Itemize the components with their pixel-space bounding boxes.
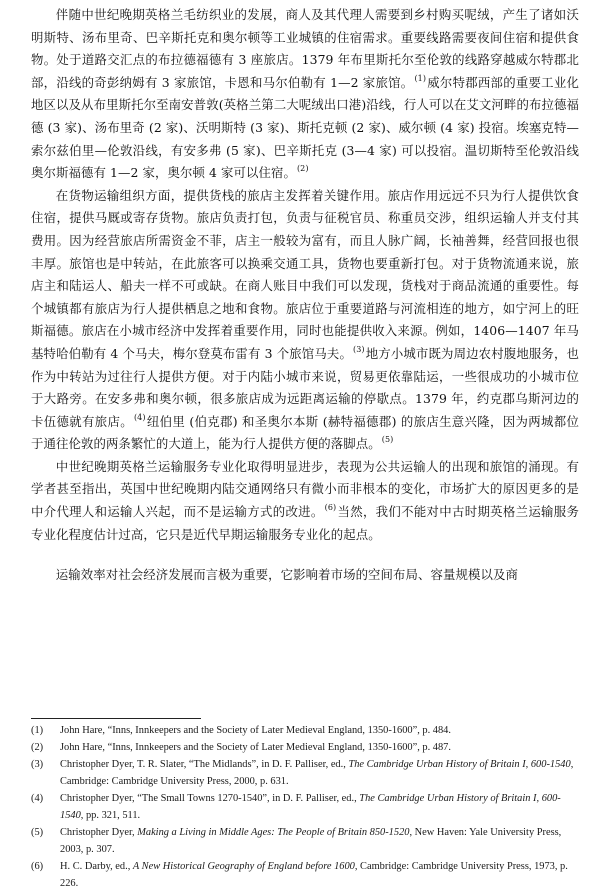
paragraph-text: 当然，我们不能对中古时期英格兰运输服务专业化程度估计过高，它只是近代早期运输服务专业化的起点。 <box>31 504 579 542</box>
footnote-number: (2) <box>31 742 44 753</box>
footnote-text: John Hare, “Inns, Innkeepers and the Society of Later Medieval England, 1350-1600”, p. 484. <box>60 725 451 736</box>
footnote <box>31 756 584 790</box>
footnote-text: , Cambridge: Cambridge University Press, 1973, p. 226. <box>60 861 568 889</box>
footnote-number: (6) <box>31 861 44 872</box>
main-text <box>31 4 579 587</box>
footnote-ref[interactable]: (2) <box>296 164 309 174</box>
footnote-ref[interactable]: (4) <box>133 412 146 422</box>
footnote-text: , New Haven: Yale University Press, 2003, p. 307. <box>60 827 562 855</box>
paragraph-text: 威尔特郡西部的重要工业化地区以及从布里斯托尔至南安普敦(英格兰第二大呢绒出口港)沿线，行人可以在艾文河畔的布拉德福德 (3 家)、汤布里奇 (2 家)、沃明斯特 (3 家)、斯托克顿 (2 家)、威尔顿 (4 家) 投宿。埃塞克特—索尔兹伯里—伦敦沿线，有安多弗 (5 家)、巴辛斯托克 (3—4 家) 可以投宿。温切斯特至伦敦沿线奥尔斯福德有 1—2 家，奥尔顿 4 家可以住宿。 <box>31 74 579 181</box>
footnote-ref[interactable]: (5) <box>381 435 394 445</box>
footnote-text: , pp. 321, 511. <box>80 810 141 821</box>
paragraph <box>31 564 579 587</box>
footnotes <box>31 722 584 892</box>
footnote-book-title: Making a Living in Middle Ages: The People of Britain 850-1520 <box>137 827 410 838</box>
footnote-book-title: A New Historical Geography of England before 1600 <box>132 861 355 872</box>
paragraph <box>31 4 579 185</box>
paragraph-text: 中世纪晚期英格兰运输服务专业化取得明显进步，表现为公共运输人的出现和旅馆的涌现。有学者甚至指出，英国中世纪晚期内陆交通网络只有微小而非根本的变化，市场扩大的原因更多的是中介代理人和运输人兴起，而不是运输方式的改进。 <box>31 458 579 520</box>
footnote <box>31 790 584 824</box>
footnote-text: John Hare, “Inns, Innkeepers and the Society of Later Medieval England, 1350-1600”, p. 487. <box>60 742 451 753</box>
footnote-text: Christopher Dyer, “The Small Towns 1270-1540”, in D. F. Palliser, ed., <box>60 793 360 804</box>
footnote-number: (3) <box>31 759 44 770</box>
footnote-text: , Cambridge: Cambridge University Press, 2000, p. 631. <box>60 759 574 787</box>
paragraph-text: 运输效率对社会经济发展而言极为重要，它影响着市场的空间布局、容量规模以及商 <box>55 567 518 583</box>
footnote-book-title: The Cambridge Urban History of Britain I, 600-1540 <box>348 759 571 770</box>
footnote-text: Christopher Dyer, T. R. Slater, “The Midlands”, in D. F. Palliser, ed., <box>60 759 349 770</box>
footnote-ref[interactable]: (1) <box>414 73 427 83</box>
paragraph-text: 纽伯里 (伯克郡) 和圣奥尔本斯 (赫特福德郡) 的旅店生意兴隆，因为两城都位于通往伦敦的两条繁忙的大道上，能为行人提供方便的落脚点。 <box>31 413 579 452</box>
footnote-ref[interactable]: (6) <box>324 503 337 513</box>
paragraph <box>31 185 579 456</box>
footnote-book-title: The Cambridge Urban History of Britain I, 600-1540 <box>60 793 561 821</box>
footnote <box>31 722 584 739</box>
paragraph <box>31 456 579 546</box>
footnote <box>31 739 584 756</box>
footnote-text: H. C. Darby, ed., <box>60 861 133 872</box>
footnote-number: (4) <box>31 793 44 804</box>
footnote-ref[interactable]: (3) <box>353 344 365 354</box>
footnote <box>31 824 584 858</box>
paragraph-text: 在货物运输组织方面，提供货栈的旅店主发挥着关键作用。旅店作用远远不只为行人提供饮食住宿，提供马厩或寄存货物。旅店负责打包，负责与征税官员、称重员交涉，组织运输人并支付其费用。因为经营旅店所需资金不菲，店主一般较为富有，而且人脉广阔，长袖善舞，经营回报也很丰厚。旅馆也是中转站，在此旅客可以换乘交通工具，货物也要重新打包。对于货物流通来说，旅店主和陆运人、船夫一样不可或缺。在商人账目中我们可以发现，货栈对于商品流通的重要性。每个城镇都有旅店为行人提供栖息之地和食物。旅店位于重要道路与河流相连的地方，如宁河上的旺斯福德。旅店在小城市经济中发挥着重要作用，同时也能提供收入来源。例如，1406—1407 年马基特哈伯勒有 4 个马夫，梅尔登莫布雷有 3 个旅馆马夫。 <box>31 187 579 361</box>
footnote-divider <box>31 718 201 719</box>
footnote <box>31 858 584 892</box>
paragraph-text: 伴随中世纪晚期英格兰毛纺织业的发展，商人及其代理人需要到乡村购买呢绒，产生了诸如沃明斯特、汤布里奇、巴辛斯托克和奥尔顿等工业城镇的住宿需求。重要线路需要夜间住宿和提供食物。处于道路交汇点的布拉德福德有 3 座旅店。1379 年布里斯托尔至伦敦的线路穿越威尔特郡北部，沿线的奇彭纳姆有 3 家旅馆，卡恩和马尔伯勒有 1—2 家旅馆。 <box>31 7 579 90</box>
footnote-text: Christopher Dyer, <box>60 827 138 838</box>
paragraph-text: 地方小城市既为周边农村腹地服务，也作为中转站为过往行人提供方便。对于内陆小城市来说，贸易更依靠陆运，一些很成功的小城市位于大路旁。在安多弗和奥尔顿，很多旅店成为远距离运输的停歇点。1379 年，约克郡乌斯河边的卡伍德就有旅店。 <box>31 345 580 429</box>
footnote-number: (5) <box>31 827 44 838</box>
footnote-number: (1) <box>31 725 44 736</box>
